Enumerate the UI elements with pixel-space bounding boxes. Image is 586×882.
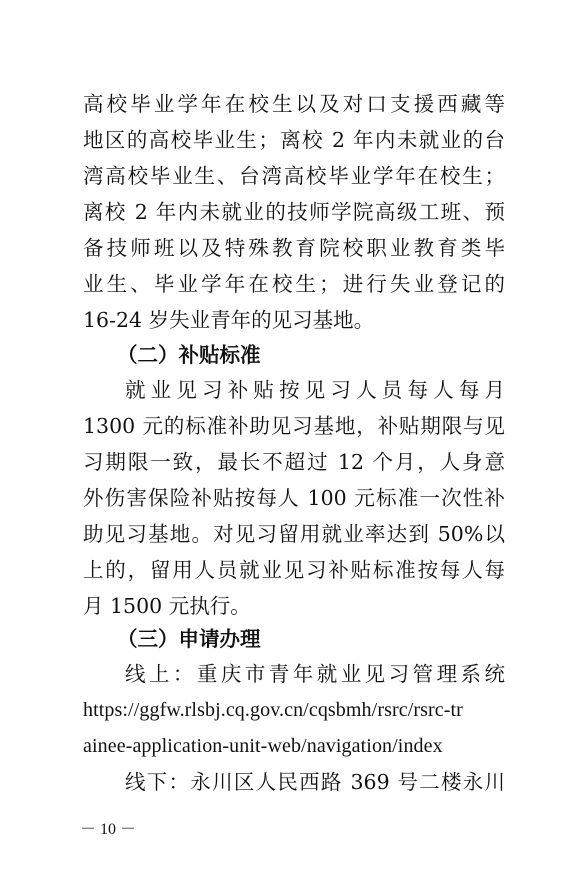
- paragraph-line: 线上：重庆市青年就业见习管理系统: [125, 662, 505, 686]
- paragraph-line: 线下：永川区人民西路 369 号二楼永川: [125, 770, 505, 794]
- url-line: https://ggfw.rlsbj.cq.gov.cn/cqsbmh/rsrc/rsrc-tr: [83, 699, 463, 721]
- paragraph-line: 1300 元的标准补助见习基地，补贴期限与见: [83, 414, 505, 438]
- paragraph-line: 湾高校毕业生、台湾高校毕业学年在校生；: [83, 164, 505, 188]
- paragraph-line: 月 1500 元执行。: [83, 594, 251, 618]
- paragraph-line: 高校毕业学年在校生以及对口支援西藏等: [83, 92, 505, 116]
- section-heading-subsidy-standard: （二）补贴标准: [117, 343, 261, 367]
- paragraph-line: 习期限一致，最长不超过 12 个月，人身意: [83, 450, 505, 474]
- paragraph-line: 地区的高校毕业生；离校 2 年内未就业的台: [83, 128, 505, 152]
- paragraph-line: 离校 2 年内未就业的技师学院高级工班、预: [83, 200, 505, 224]
- paragraph-line: 就业见习补贴按见习人员每人每月: [125, 378, 505, 402]
- paragraph-line: 助见习基地。对见习留用就业率达到 50%以: [83, 522, 505, 546]
- paragraph-line: 外伤害保险补贴按每人 100 元标准一次性补: [83, 486, 505, 510]
- section-heading-application: （三）申请办理: [117, 627, 261, 651]
- page-number: － 10 －: [80, 821, 137, 838]
- paragraph-line: 备技师班以及特殊教育院校职业教育类毕: [83, 236, 505, 260]
- paragraph-line: 上的，留用人员就业见习补贴标准按每人每: [83, 558, 505, 582]
- paragraph-line: 业生、毕业学年在校生；进行失业登记的: [83, 272, 505, 296]
- paragraph-line: 16-24 岁失业青年的见习基地。: [83, 308, 375, 332]
- url-line: ainee-application-unit-web/navigation/index: [83, 735, 443, 757]
